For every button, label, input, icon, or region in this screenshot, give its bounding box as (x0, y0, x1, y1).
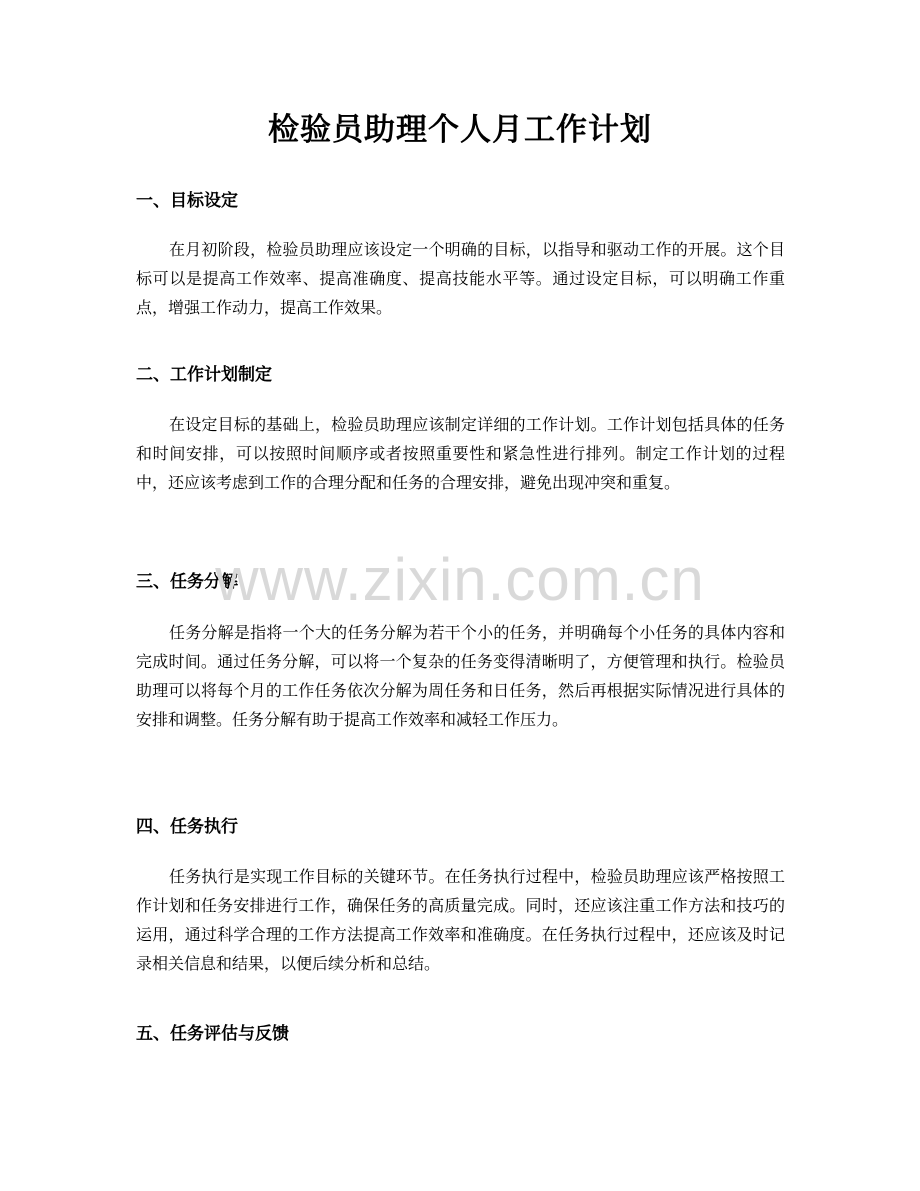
section-heading-goal-setting: 一、目标设定 (136, 191, 238, 211)
section-heading-work-plan: 二、工作计划制定 (136, 365, 272, 385)
section-body-work-plan: 在设定目标的基础上，检验员助理应该制定详细的工作计划。工作计划包括具体的任务和时间安排，可以按照时间顺序或者按照重要性和紧急性进行排列。制定工作计划的过程中，还应该考虑到工作的合理分配和任务的合理安排，避免出现冲突和重复。 (136, 415, 785, 492)
section-body-task-breakdown: 任务分解是指将一个大的任务分解为若干个小的任务，并明确每个小任务的具体内容和完成时间。通过任务分解，可以将一个复杂的任务变得清晰明了，方便管理和执行。检验员助理可以将每个月的工作任务依次分解为周任务和日任务，然后再根据实际情况进行具体的安排和调整。任务分解有助于提高工作效率和减轻工作压力。 (136, 623, 785, 729)
section-heading-task-execution: 四、任务执行 (136, 817, 238, 837)
document-title: 检验员助理个人月工作计划 (268, 112, 652, 148)
section-body-goal-setting: 在月初阶段，检验员助理应该设定一个明确的目标，以指导和驱动工作的开展。这个目标可以是提高工作效率、提高准确度、提高技能水平等。通过设定目标，可以明确工作重点，增强工作动力，提高工作效果。 (136, 240, 785, 317)
section-heading-evaluation-feedback: 五、任务评估与反馈 (136, 1024, 289, 1044)
section-body-task-execution: 任务执行是实现工作目标的关键环节。在任务执行过程中，检验员助理应该严格按照工作计划和任务安排进行工作，确保任务的高质量完成。同时，还应该注重工作方法和技巧的运用，通过科学合理的工作方法提高工作效率和准确度。在任务执行过程中，还应该及时记录相关信息和结果，以便后续分析和总结。 (136, 867, 785, 973)
section-heading-task-breakdown: 三、任务分解 (136, 572, 238, 592)
watermark: www.zixin.com.cn (215, 546, 705, 613)
